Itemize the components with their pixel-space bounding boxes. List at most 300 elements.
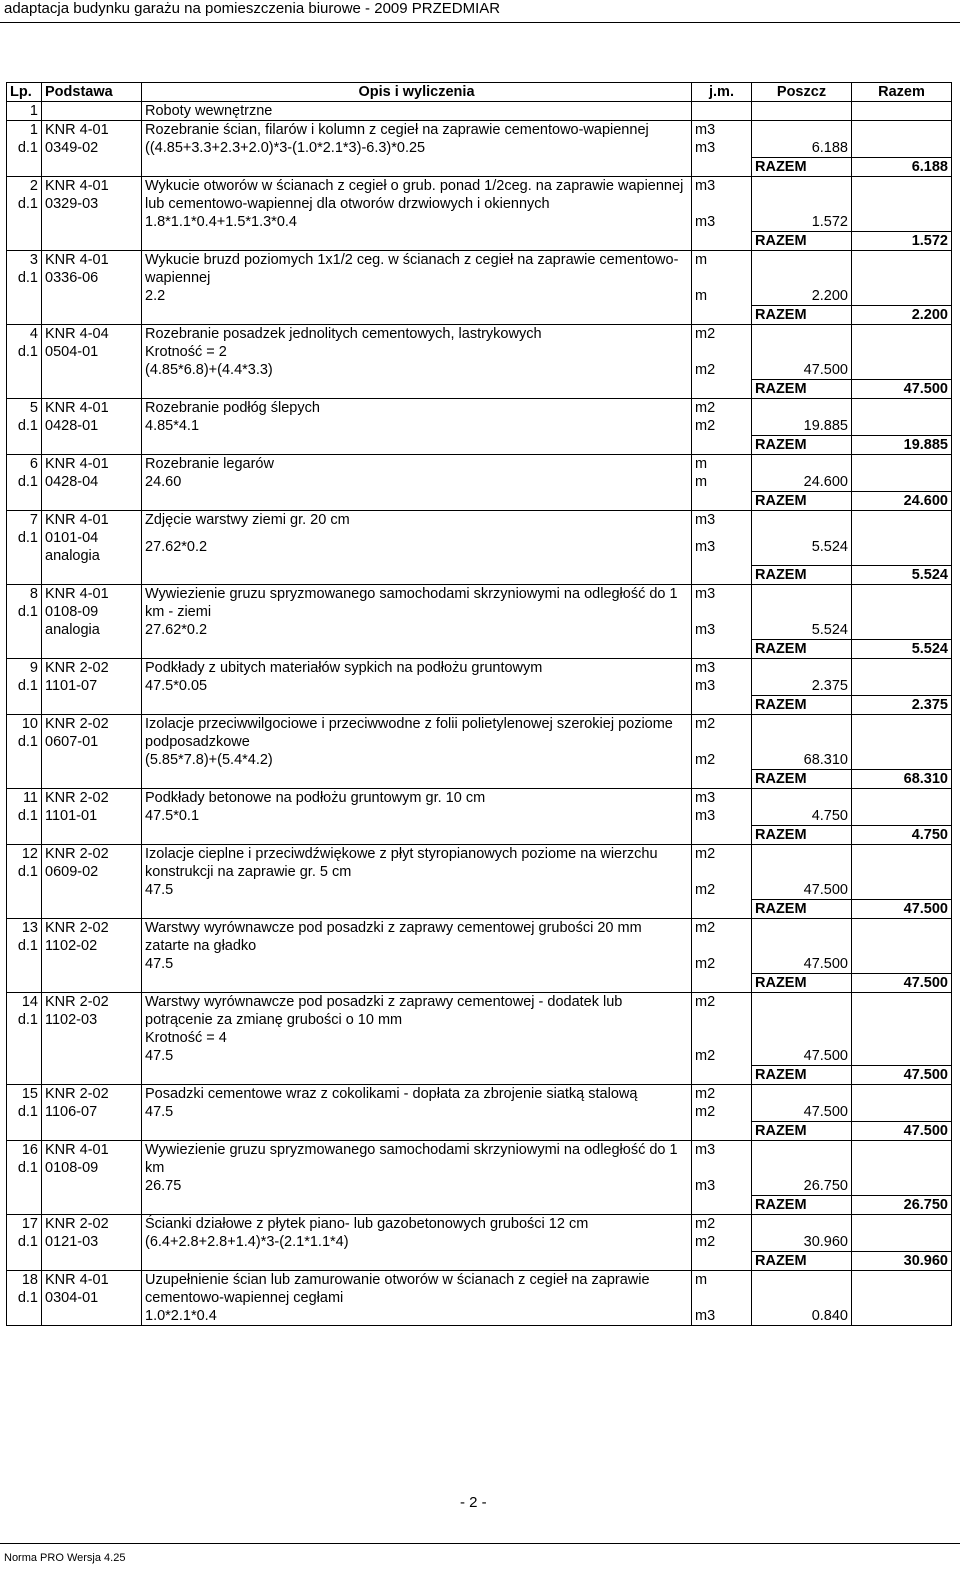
item-unit: m3 bbox=[692, 511, 752, 538]
total-desc-empty bbox=[142, 1251, 692, 1270]
item-basis: KNR 2-02 0607-01 bbox=[42, 714, 142, 769]
header-total: Razem bbox=[852, 83, 952, 102]
item-description: Wykucie bruzd poziomych 1x1/2 ceg. w ścianach z cegieł na zaprawie cementowo-wapiennej bbox=[142, 251, 692, 288]
item-description: Rozebranie podłóg ślepych bbox=[142, 399, 692, 418]
item-total: 47.500 bbox=[852, 380, 952, 399]
item-total-empty bbox=[852, 788, 952, 807]
total-label: RAZEM bbox=[752, 695, 852, 714]
item-number: 2 d.1 bbox=[7, 177, 42, 232]
calculation-value: 5.524 bbox=[752, 621, 852, 640]
total-lp-empty bbox=[7, 825, 42, 844]
table-row bbox=[7, 325, 952, 362]
total-desc-empty bbox=[142, 1121, 692, 1140]
total-label: RAZEM bbox=[752, 158, 852, 177]
calculation-unit: m2 bbox=[692, 417, 752, 436]
item-basis: KNR 2-02 1101-01 bbox=[42, 788, 142, 825]
total-label: RAZEM bbox=[752, 492, 852, 511]
table-row bbox=[7, 511, 952, 538]
calculation-row bbox=[7, 213, 952, 232]
total-unit-empty bbox=[692, 492, 752, 511]
total-unit-empty bbox=[692, 565, 752, 584]
item-sub-empty bbox=[752, 584, 852, 621]
item-unit: m3 bbox=[692, 658, 752, 677]
item-basis: KNR 2-02 1102-03 bbox=[42, 992, 142, 1065]
calculation-unit: m bbox=[692, 287, 752, 306]
calculation-total-empty bbox=[852, 139, 952, 158]
calculation-formula: 2.2 bbox=[142, 287, 692, 306]
item-sub-empty bbox=[752, 177, 852, 214]
table-row bbox=[7, 1084, 952, 1103]
item-total-empty bbox=[852, 584, 952, 621]
item-total-empty bbox=[852, 1084, 952, 1103]
total-basis-empty bbox=[42, 1195, 142, 1214]
total-label: RAZEM bbox=[752, 306, 852, 325]
calculation-formula: 1.8*1.1*0.4+1.5*1.3*0.4 bbox=[142, 213, 692, 232]
header-unit: j.m. bbox=[692, 83, 752, 102]
item-total-empty bbox=[852, 511, 952, 538]
item-unit: m3 bbox=[692, 584, 752, 621]
total-unit-empty bbox=[692, 973, 752, 992]
calculation-value: 1.572 bbox=[752, 213, 852, 232]
calculation-unit: m2 bbox=[692, 751, 752, 770]
item-sub-empty bbox=[752, 844, 852, 881]
calculation-formula: 47.5*0.05 bbox=[142, 677, 692, 696]
table-row bbox=[7, 992, 952, 1047]
calculation-row bbox=[7, 751, 952, 770]
total-unit-empty bbox=[692, 232, 752, 251]
calculation-total-empty bbox=[852, 213, 952, 232]
total-desc-empty bbox=[142, 695, 692, 714]
item-sub-empty bbox=[752, 1140, 852, 1177]
item-description: Rozebranie legarów bbox=[142, 455, 692, 474]
item-total-empty bbox=[852, 992, 952, 1047]
item-sub-empty bbox=[752, 399, 852, 418]
item-unit: m2 bbox=[692, 399, 752, 418]
item-unit: m2 bbox=[692, 325, 752, 362]
item-unit: m2 bbox=[692, 714, 752, 751]
calculation-unit: m2 bbox=[692, 1103, 752, 1122]
total-lp-empty bbox=[7, 639, 42, 658]
item-total: 30.960 bbox=[852, 1251, 952, 1270]
calculation-formula: 47.5 bbox=[142, 1047, 692, 1066]
item-sub-empty bbox=[752, 511, 852, 538]
item-unit: m2 bbox=[692, 918, 752, 955]
calculation-total-empty bbox=[852, 677, 952, 696]
item-number: 14 d.1 bbox=[7, 992, 42, 1065]
total-lp-empty bbox=[7, 380, 42, 399]
item-total-empty bbox=[852, 1140, 952, 1177]
total-row bbox=[7, 436, 952, 455]
calculation-formula: 47.5 bbox=[142, 955, 692, 974]
item-total-empty bbox=[852, 399, 952, 418]
calculation-row bbox=[7, 287, 952, 306]
item-total: 24.600 bbox=[852, 492, 952, 511]
calculation-total-empty bbox=[852, 1307, 952, 1326]
item-number: 7 d.1 bbox=[7, 511, 42, 566]
table-row bbox=[7, 121, 952, 140]
total-desc-empty bbox=[142, 1195, 692, 1214]
total-unit-empty bbox=[692, 769, 752, 788]
total-unit-empty bbox=[692, 1065, 752, 1084]
item-description: Wywiezienie gruzu spryzmowanego samochodami skrzyniowymi na odległość do 1 km bbox=[142, 1140, 692, 1177]
calculation-total-empty bbox=[852, 1233, 952, 1252]
item-total: 2.200 bbox=[852, 306, 952, 325]
item-total-empty bbox=[852, 1214, 952, 1233]
total-unit-empty bbox=[692, 1121, 752, 1140]
table-row bbox=[7, 584, 952, 621]
total-lp-empty bbox=[7, 232, 42, 251]
item-sub-empty bbox=[752, 1214, 852, 1233]
item-total: 4.750 bbox=[852, 825, 952, 844]
calculation-unit: m2 bbox=[692, 361, 752, 380]
total-lp-empty bbox=[7, 1121, 42, 1140]
total-row bbox=[7, 380, 952, 399]
total-label: RAZEM bbox=[752, 1195, 852, 1214]
item-unit: m3 bbox=[692, 788, 752, 807]
item-number: 9 d.1 bbox=[7, 658, 42, 695]
calculation-row bbox=[7, 538, 952, 565]
calculation-formula: 47.5 bbox=[142, 881, 692, 900]
item-unit: m2 bbox=[692, 992, 752, 1047]
item-sub-empty bbox=[752, 251, 852, 288]
calculation-value: 68.310 bbox=[752, 751, 852, 770]
calculation-unit: m2 bbox=[692, 1233, 752, 1252]
item-total-empty bbox=[852, 844, 952, 881]
calculation-formula: ((4.85+3.3+2.3+2.0)*3-(1.0*2.1*3)-6.3)*0.25 bbox=[142, 139, 692, 158]
item-total: 47.500 bbox=[852, 973, 952, 992]
calculation-unit: m3 bbox=[692, 621, 752, 640]
item-number: 11 d.1 bbox=[7, 788, 42, 825]
calculation-value: 47.500 bbox=[752, 881, 852, 900]
calculation-total-empty bbox=[852, 473, 952, 492]
calculation-unit: m3 bbox=[692, 213, 752, 232]
item-basis: KNR 4-01 0108-09 bbox=[42, 1140, 142, 1195]
total-label: RAZEM bbox=[752, 232, 852, 251]
calculation-value: 4.750 bbox=[752, 807, 852, 826]
item-number: 1 d.1 bbox=[7, 121, 42, 158]
table-body bbox=[7, 102, 952, 1326]
table-row bbox=[7, 1140, 952, 1177]
calculation-total-empty bbox=[852, 361, 952, 380]
total-lp-empty bbox=[7, 565, 42, 584]
item-unit: m bbox=[692, 1270, 752, 1307]
item-total: 2.375 bbox=[852, 695, 952, 714]
section-sub bbox=[752, 102, 852, 121]
item-sub-empty bbox=[752, 121, 852, 140]
total-desc-empty bbox=[142, 973, 692, 992]
total-unit-empty bbox=[692, 306, 752, 325]
table-row bbox=[7, 844, 952, 881]
calculation-unit: m3 bbox=[692, 538, 752, 565]
calculation-value: 6.188 bbox=[752, 139, 852, 158]
total-lp-empty bbox=[7, 1195, 42, 1214]
total-label: RAZEM bbox=[752, 565, 852, 584]
total-basis-empty bbox=[42, 158, 142, 177]
total-basis-empty bbox=[42, 436, 142, 455]
total-label: RAZEM bbox=[752, 1121, 852, 1140]
total-row bbox=[7, 1195, 952, 1214]
total-lp-empty bbox=[7, 899, 42, 918]
item-basis: KNR 4-01 0101-04 analogia bbox=[42, 511, 142, 566]
calculation-value: 0.840 bbox=[752, 1307, 852, 1326]
calculation-value: 47.500 bbox=[752, 361, 852, 380]
total-lp-empty bbox=[7, 973, 42, 992]
document-title: adaptacja budynku garażu na pomieszczenia biurowe - 2009 PRZEDMIAR bbox=[4, 0, 501, 17]
item-total: 1.572 bbox=[852, 232, 952, 251]
calculation-value: 2.375 bbox=[752, 677, 852, 696]
item-description: Warstwy wyrównawcze pod posadzki z zaprawy cementowej - dodatek lub potrącenie za zmianę grubości o 10 mm Krotność = 4 bbox=[142, 992, 692, 1047]
item-basis: KNR 4-01 0349-02 bbox=[42, 121, 142, 158]
item-description: Warstwy wyrównawcze pod posadzki z zaprawy cementowej grubości 20 mm zatarte na gładko bbox=[142, 918, 692, 955]
footer-divider bbox=[0, 1543, 960, 1544]
total-lp-empty bbox=[7, 769, 42, 788]
item-description: Rozebranie posadzek jednolitych cementowych, lastrykowych Krotność = 2 bbox=[142, 325, 692, 362]
total-row bbox=[7, 232, 952, 251]
calculation-formula: (6.4+2.8+2.8+1.4)*3-(2.1*1.1*4) bbox=[142, 1233, 692, 1252]
total-label: RAZEM bbox=[752, 380, 852, 399]
item-unit: m3 bbox=[692, 177, 752, 214]
item-total-empty bbox=[852, 177, 952, 214]
item-total-empty bbox=[852, 455, 952, 474]
calculation-row bbox=[7, 1047, 952, 1066]
item-number: 5 d.1 bbox=[7, 399, 42, 436]
calculation-value: 47.500 bbox=[752, 955, 852, 974]
total-unit-empty bbox=[692, 1251, 752, 1270]
calculation-row bbox=[7, 473, 952, 492]
calculation-formula: 47.5 bbox=[142, 1103, 692, 1122]
item-basis: KNR 4-01 0304-01 bbox=[42, 1270, 142, 1325]
total-label: RAZEM bbox=[752, 1065, 852, 1084]
item-basis: KNR 2-02 1102-02 bbox=[42, 918, 142, 973]
item-unit: m bbox=[692, 251, 752, 288]
item-description: Wykucie otworów w ścianach z cegieł o grub. ponad 1/2ceg. na zaprawie wapiennej lub cementowo-wapiennej dla otworów drzwiowych i okiennych bbox=[142, 177, 692, 214]
item-description: Zdjęcie warstwy ziemi gr. 20 cm bbox=[142, 511, 692, 538]
item-sub-empty bbox=[752, 918, 852, 955]
item-number: 18 d.1 bbox=[7, 1270, 42, 1325]
total-basis-empty bbox=[42, 565, 142, 584]
header-lp: Lp. bbox=[7, 83, 42, 102]
calculation-formula: (5.85*7.8)+(5.4*4.2) bbox=[142, 751, 692, 770]
item-number: 10 d.1 bbox=[7, 714, 42, 769]
section-number: 1 bbox=[7, 102, 42, 121]
total-basis-empty bbox=[42, 1121, 142, 1140]
calculation-total-empty bbox=[852, 1177, 952, 1196]
total-basis-empty bbox=[42, 306, 142, 325]
calculation-formula: 26.75 bbox=[142, 1177, 692, 1196]
section-title: Roboty wewnętrzne bbox=[142, 102, 692, 121]
calculation-total-empty bbox=[852, 955, 952, 974]
calculation-unit: m3 bbox=[692, 1307, 752, 1326]
item-basis: KNR 4-01 0329-03 bbox=[42, 177, 142, 232]
calculation-unit: m2 bbox=[692, 881, 752, 900]
total-desc-empty bbox=[142, 158, 692, 177]
calculation-row bbox=[7, 1177, 952, 1196]
item-number: 6 d.1 bbox=[7, 455, 42, 492]
total-unit-empty bbox=[692, 158, 752, 177]
total-row bbox=[7, 306, 952, 325]
item-basis: KNR 4-01 0428-04 bbox=[42, 455, 142, 492]
item-total: 5.524 bbox=[852, 639, 952, 658]
table-row bbox=[7, 714, 952, 751]
header-description: Opis i wyliczenia bbox=[142, 83, 692, 102]
total-row bbox=[7, 1251, 952, 1270]
table-row bbox=[7, 251, 952, 288]
item-sub-empty bbox=[752, 658, 852, 677]
item-number: 13 d.1 bbox=[7, 918, 42, 973]
calculation-total-empty bbox=[852, 287, 952, 306]
calculation-value: 2.200 bbox=[752, 287, 852, 306]
total-lp-empty bbox=[7, 1251, 42, 1270]
total-desc-empty bbox=[142, 639, 692, 658]
item-number: 4 d.1 bbox=[7, 325, 42, 380]
item-basis: KNR 2-02 0609-02 bbox=[42, 844, 142, 899]
calculation-row bbox=[7, 621, 952, 640]
total-label: RAZEM bbox=[752, 825, 852, 844]
calculation-formula: 1.0*2.1*0.4 bbox=[142, 1307, 692, 1326]
item-number: 16 d.1 bbox=[7, 1140, 42, 1195]
total-unit-empty bbox=[692, 1195, 752, 1214]
calculation-formula: 27.62*0.2 bbox=[142, 538, 692, 565]
total-lp-empty bbox=[7, 695, 42, 714]
calculation-total-empty bbox=[852, 807, 952, 826]
calculation-row bbox=[7, 677, 952, 696]
total-desc-empty bbox=[142, 1065, 692, 1084]
total-unit-empty bbox=[692, 436, 752, 455]
item-total: 6.188 bbox=[852, 158, 952, 177]
calculation-row bbox=[7, 807, 952, 826]
total-basis-empty bbox=[42, 232, 142, 251]
total-basis-empty bbox=[42, 695, 142, 714]
item-number: 12 d.1 bbox=[7, 844, 42, 899]
total-basis-empty bbox=[42, 769, 142, 788]
header-divider bbox=[0, 22, 960, 23]
item-unit: m2 bbox=[692, 1214, 752, 1233]
table-header-row bbox=[7, 83, 952, 102]
calculation-formula: 24.60 bbox=[142, 473, 692, 492]
total-row bbox=[7, 158, 952, 177]
item-total-empty bbox=[852, 121, 952, 140]
calculation-total-empty bbox=[852, 417, 952, 436]
total-row bbox=[7, 565, 952, 584]
calculation-formula: 4.85*4.1 bbox=[142, 417, 692, 436]
total-desc-empty bbox=[142, 825, 692, 844]
calculation-row bbox=[7, 955, 952, 974]
item-description: Ścianki działowe z płytek piano- lub gazobetonowych grubości 12 cm bbox=[142, 1214, 692, 1233]
item-total: 47.500 bbox=[852, 1065, 952, 1084]
total-desc-empty bbox=[142, 492, 692, 511]
total-desc-empty bbox=[142, 436, 692, 455]
total-row bbox=[7, 1121, 952, 1140]
total-unit-empty bbox=[692, 380, 752, 399]
table-row bbox=[7, 399, 952, 418]
calculation-total-empty bbox=[852, 621, 952, 640]
calculation-total-empty bbox=[852, 1103, 952, 1122]
item-total-empty bbox=[852, 1270, 952, 1307]
calculation-row bbox=[7, 1307, 952, 1326]
calculation-value: 26.750 bbox=[752, 1177, 852, 1196]
total-label: RAZEM bbox=[752, 1251, 852, 1270]
item-basis: KNR 4-01 0108-09 analogia bbox=[42, 584, 142, 639]
table-row bbox=[7, 918, 952, 955]
item-sub-empty bbox=[752, 1270, 852, 1307]
total-row bbox=[7, 973, 952, 992]
calculation-value: 24.600 bbox=[752, 473, 852, 492]
total-desc-empty bbox=[142, 769, 692, 788]
calculation-row bbox=[7, 1103, 952, 1122]
item-description: Izolacje cieplne i przeciwdźwiękowe z płyt styropianowych poziome na wierzchu konstrukcji na zaprawie gr. 5 cm bbox=[142, 844, 692, 881]
item-basis: KNR 4-04 0504-01 bbox=[42, 325, 142, 380]
item-description: Wywiezienie gruzu spryzmowanego samochodami skrzyniowymi na odległość do 1 km - ziemi bbox=[142, 584, 692, 621]
total-basis-empty bbox=[42, 639, 142, 658]
table-row bbox=[7, 788, 952, 807]
calculation-unit: m bbox=[692, 473, 752, 492]
calculation-unit: m3 bbox=[692, 807, 752, 826]
item-total-empty bbox=[852, 251, 952, 288]
calculation-value: 5.524 bbox=[752, 538, 852, 565]
item-description: Uzupełnienie ścian lub zamurowanie otworów w ścianach z cegieł na zaprawie cementowo-wapiennej cegłami bbox=[142, 1270, 692, 1307]
item-basis: KNR 4-01 0428-01 bbox=[42, 399, 142, 436]
total-lp-empty bbox=[7, 306, 42, 325]
total-desc-empty bbox=[142, 380, 692, 399]
total-row bbox=[7, 492, 952, 511]
item-number: 8 d.1 bbox=[7, 584, 42, 639]
total-unit-empty bbox=[692, 695, 752, 714]
calculation-unit: m3 bbox=[692, 1177, 752, 1196]
item-unit: m2 bbox=[692, 1084, 752, 1103]
item-sub-empty bbox=[752, 714, 852, 751]
total-basis-empty bbox=[42, 973, 142, 992]
total-label: RAZEM bbox=[752, 639, 852, 658]
total-row bbox=[7, 769, 952, 788]
item-sub-empty bbox=[752, 788, 852, 807]
total-label: RAZEM bbox=[752, 973, 852, 992]
table-row bbox=[7, 1270, 952, 1307]
total-row bbox=[7, 825, 952, 844]
calculation-formula: 47.5*0.1 bbox=[142, 807, 692, 826]
item-sub-empty bbox=[752, 1084, 852, 1103]
calculation-formula: 27.62*0.2 bbox=[142, 621, 692, 640]
calculation-row bbox=[7, 881, 952, 900]
total-unit-empty bbox=[692, 639, 752, 658]
total-lp-empty bbox=[7, 436, 42, 455]
calculation-unit: m2 bbox=[692, 955, 752, 974]
item-total-empty bbox=[852, 658, 952, 677]
total-unit-empty bbox=[692, 825, 752, 844]
item-total: 47.500 bbox=[852, 899, 952, 918]
item-total-empty bbox=[852, 918, 952, 955]
header-basis: Podstawa bbox=[42, 83, 142, 102]
total-desc-empty bbox=[142, 306, 692, 325]
calculation-unit: m3 bbox=[692, 677, 752, 696]
item-basis: KNR 2-02 0121-03 bbox=[42, 1214, 142, 1251]
total-basis-empty bbox=[42, 380, 142, 399]
total-desc-empty bbox=[142, 232, 692, 251]
total-label: RAZEM bbox=[752, 769, 852, 788]
calculation-total-empty bbox=[852, 1047, 952, 1066]
total-desc-empty bbox=[142, 565, 692, 584]
total-label: RAZEM bbox=[752, 436, 852, 455]
item-sub-empty bbox=[752, 325, 852, 362]
calculation-value: 19.885 bbox=[752, 417, 852, 436]
item-basis: KNR 4-01 0336-06 bbox=[42, 251, 142, 306]
total-row bbox=[7, 639, 952, 658]
total-basis-empty bbox=[42, 1251, 142, 1270]
page-number: - 2 - bbox=[460, 1494, 487, 1511]
calculation-total-empty bbox=[852, 751, 952, 770]
table-row bbox=[7, 658, 952, 677]
total-row bbox=[7, 1065, 952, 1084]
table-row bbox=[7, 1214, 952, 1233]
